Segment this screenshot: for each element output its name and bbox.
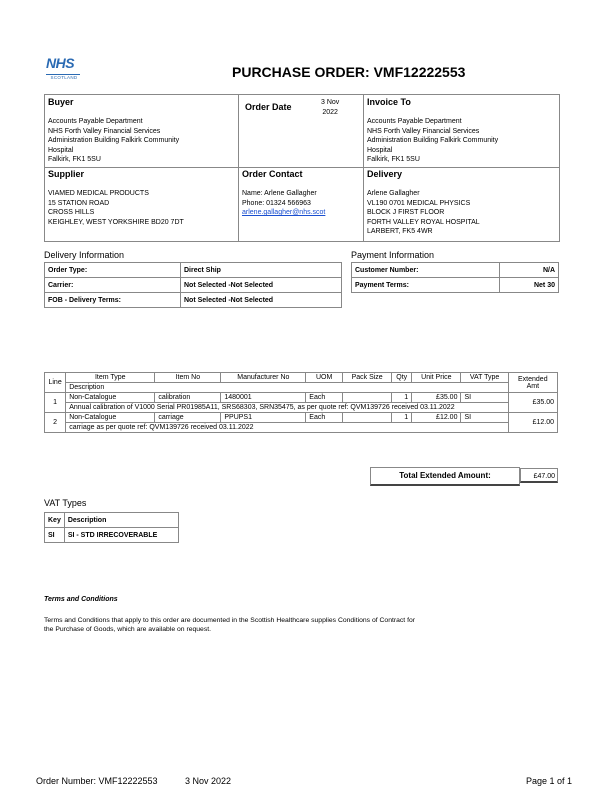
table-header-row: Line Item Type Item No Manufacturer No UOM Pack Size Qty Unit Price VAT Type Extended Amt	[45, 373, 558, 383]
table-row: SI SI - STD IRRECOVERABLE	[45, 528, 179, 543]
contact-email-link[interactable]: arlene.gallagher@nhs.scot	[242, 209, 326, 216]
order-contact-details	[242, 189, 325, 218]
table-row: Carrier: Not Selected -Not Selected	[45, 278, 342, 293]
buyer-address: Accounts Payable Department NHS Forth Valley Financial Services Administration Building Falkirk Community Hospital Falkirk, FK1 5SU	[48, 118, 180, 163]
terms-text: Terms and Conditions that apply to this order are documented in the Scottish Healthcare supplies Conditions of Contract for the Purchase of Goods, which are available on request.	[44, 617, 416, 633]
footer-order-number: Order Number: VMF12222553	[36, 776, 158, 786]
table-header-row: Description	[45, 383, 558, 393]
contact-name: Name: Arlene Gallagher	[242, 190, 317, 197]
nhs-logo-text: NHS	[45, 55, 75, 71]
table-row: carriage as per quote ref: QVM139726 received 03.11.2022	[45, 423, 558, 433]
delivery-info-table	[44, 262, 342, 308]
table-row: Order Type: Direct Ship	[45, 263, 342, 278]
footer-page-number: Page 1 of 1	[526, 776, 573, 786]
address-grid	[44, 94, 560, 242]
invoice-to-address: Accounts Payable Department NHS Forth Valley Financial Services Administration Building Falkirk Community Hospital Falkirk, FK1 5SU	[367, 118, 499, 163]
order-lines-table	[44, 372, 558, 433]
table-row: 2 Non-Catalogue carriage PPUPS1 Each 1 £12.00 SI £12.00	[45, 413, 558, 423]
table-row: Customer Number: N/A	[352, 263, 559, 278]
delivery-heading: Delivery	[367, 169, 403, 179]
nhs-logo	[44, 52, 84, 92]
buyer-heading: Buyer	[48, 97, 74, 107]
payment-info-table	[351, 262, 559, 293]
footer-date: 3 Nov 2022	[185, 776, 232, 786]
contact-phone: Phone: 01324 566963	[242, 199, 311, 207]
vat-types-heading: VAT Types	[44, 498, 87, 508]
order-contact-heading: Order Contact	[242, 169, 303, 179]
nhs-logo-sub: SCOTLAND	[50, 75, 78, 80]
table-row: Annual calibration of V1000 Serial PR01985A11, SRS68303, SRN35475, as per quote ref: QVM139726 received 03.11.2022	[45, 403, 558, 413]
order-date-label: Order Date	[245, 102, 292, 112]
total-label: Total Extended Amount:	[370, 467, 520, 486]
invoice-to-heading: Invoice To	[367, 97, 411, 107]
table-row: FOB - Delivery Terms: Not Selected -Not Selected	[45, 293, 342, 308]
order-date-value: 3 Nov 2022	[321, 99, 340, 116]
table-row: Payment Terms: Net 30	[352, 278, 559, 293]
delivery-info-heading: Delivery Information	[44, 250, 125, 260]
delivery-address: Arlene Gallagher VL190 0701 MEDICAL PHYSICS BLOCK J FIRST FLOOR FORTH VALLEY ROYAL HOSPITAL LARBERT, FK5 4WR	[367, 190, 480, 235]
supplier-address: VIAMED MEDICAL PRODUCTS 15 STATION ROAD CROSS HILLS KEIGHLEY, WEST YORKSHIRE BD20 7DT	[48, 190, 184, 226]
payment-info-heading: Payment Information	[351, 250, 435, 260]
table-row: 1 Non-Catalogue calibration 1480001 Each 1 £35.00 SI £35.00	[45, 393, 558, 403]
supplier-heading: Supplier	[48, 169, 85, 179]
page-title: PURCHASE ORDER: VMF12222553	[232, 64, 466, 80]
table-header-row: Key Description	[45, 513, 179, 528]
vat-types-table	[44, 512, 179, 543]
total-value: £47.00	[520, 468, 558, 483]
terms-heading: Terms and Conditions	[44, 596, 118, 603]
